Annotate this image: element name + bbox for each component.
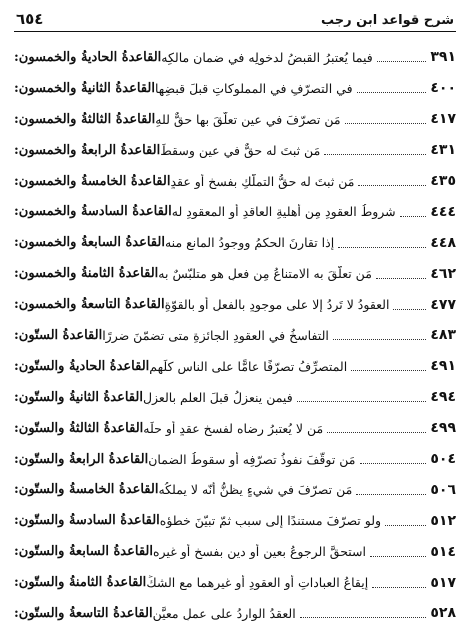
entry-title: القاعدةُ الستّون: [14,327,103,343]
toc-entry [14,289,456,320]
toc-entry [14,505,456,536]
toc-entry [14,351,456,382]
entry-title: القاعدةُ الخامسةُ والخمسون: [14,173,171,189]
entry-text: مَن لا يُعتبرُ رضاه لفسخِ عقدٍ أو حلِّه [143,420,324,436]
entry-title: القاعدةُ الثالثةُ والستّون: [14,420,144,436]
dot-leader [356,493,426,495]
entry-text: مَن ثبتَ له حقٌّ في عينٍ وسقطَ [160,142,321,158]
dot-leader [357,91,427,93]
dot-leader [297,400,427,402]
running-title: شرح قواعد ابن رجب [321,13,454,28]
dot-leader [345,122,427,124]
entry-text: إذا تقارنَ الحكمُ ووجودُ المانعِ منه [164,235,335,251]
entry-text: فيما يُعتبرُ القبضُ لدخولِه في ضمانِ مالكِه [161,49,373,65]
entry-page-number: ٤٩١ [430,358,456,375]
entry-page-number: ٤٧٧ [430,296,456,313]
entry-page-number: ٥٢٨ [430,605,456,622]
entry-title: القاعدةُ السابعةُ والخمسون: [14,235,165,251]
entry-page-number: ٤٠٠ [430,80,456,97]
entry-page-number: ٥٠٦ [430,481,456,498]
entry-text: شروطُ العقودِ مِن أهليةِ العاقدِ أو المعقودِ له [171,204,396,220]
dot-leader [333,338,426,340]
dot-leader [377,60,427,62]
entry-title: القاعدةُ الرابعةُ والستّون: [14,451,149,467]
dot-leader [351,369,426,371]
entry-page-number: ٤٨٣ [430,327,456,344]
entry-page-number: ٤٣٥ [430,173,456,189]
entry-title: القاعدةُ الخامسةُ والستّون: [14,482,159,498]
toc-entry [14,135,456,166]
entry-title: القاعدةُ التاسعةُ والستّون: [14,605,153,621]
header-rule [14,31,456,32]
dot-leader [300,616,427,618]
entry-text: مَن تعلّقَ به الامتناعُ مِن فعلٍ هو متلبّسٌ به [158,266,372,282]
entry-title: القاعدةُ الثالثةُ والخمسون: [14,111,156,127]
toc-entry [14,382,456,413]
entry-page-number: ٥١٤ [430,543,456,560]
toc-entry [14,567,456,598]
dot-leader [360,462,427,464]
page-header [16,4,454,28]
dot-leader [338,246,426,248]
entry-text: مَن ثبتَ له حقُّ التملّكِ بفسخٍ أو عقدٍ [170,173,355,189]
entry-text: العقدُ الواردُ على عملٍ معيَّنٍ [152,605,296,621]
entry-page-number: ٤٩٩ [430,420,456,437]
table-of-contents [14,42,456,629]
entry-title: القاعدةُ السادسةُ والخمسون: [14,204,172,220]
toc-entry [14,104,456,135]
entry-text: فيمن ينعزلُ قبلَ العلمِ بالعزلِ [142,389,293,405]
dot-leader [385,524,426,526]
entry-title: القاعدةُ التاسعةُ والخمسون: [14,297,165,313]
entry-text: المتصرِّفُ تصرّفًا عامًّا على الناسِ كلِّهم [149,358,348,374]
entry-title: القاعدةُ الثانيةُ والستّون: [14,389,143,405]
entry-title: القاعدةُ الرابعةُ والخمسون: [14,142,161,158]
entry-page-number: ٤٤٤ [430,203,456,220]
toc-entry [14,320,456,351]
dot-leader [393,308,426,310]
entry-text: مَن توقّفَ نفوذُ تصرّفِه أو سقوطُ الضمانِ [148,451,356,467]
entry-title: القاعدةُ الحاديةُ والستّون: [14,358,150,374]
entry-text: التفاسخُ في العقودِ الجائزةِ متى تضمّنَ ضررًا [102,327,329,343]
entry-page-number: ٥١٢ [430,512,456,529]
entry-title: القاعدةُ الثامنةُ والخمسون: [14,266,159,282]
toc-entry [14,196,456,227]
toc-entry [14,413,456,444]
toc-entry [14,536,456,567]
entry-page-number: ٤٦٢ [430,265,456,282]
dot-leader [400,215,427,217]
entry-text: مَن تصرّفَ في شيءٍ يظنُّ أنّه لا يملكُه [158,482,353,498]
toc-entry [14,166,456,197]
entry-title: القاعدةُ الثانيةُ والخمسون: [14,80,155,96]
entry-text: إيقاعُ العباداتِ أو العقودِ أو غيرِهما مع الشكِّ [146,575,369,591]
dot-leader [324,153,426,155]
entry-title: القاعدةُ السابعةُ والستّون: [14,544,153,560]
entry-text: ولو تصرّفَ مستندًا إلى سببٍ ثمّ تبيّنَ خطؤه [159,513,382,529]
entry-title: القاعدةُ الحاديةُ والخمسون: [14,49,162,65]
toc-entry [14,474,456,505]
toc-entry [14,258,456,289]
dot-leader [372,586,426,588]
entry-title: القاعدةُ الثامنةُ والستّون: [14,575,147,591]
entry-page-number: ٥٠٤ [430,451,456,468]
dot-leader [376,277,426,279]
toc-entry [14,227,456,258]
entry-page-number: ٤١٧ [430,111,456,128]
toc-entry [14,42,456,73]
entry-page-number: ٤٩٤ [430,389,456,406]
toc-entry [14,73,456,104]
page-number: ٦٥٤ [16,10,44,28]
entry-page-number: ٣٩١ [430,49,456,66]
toc-entry [14,598,456,629]
entry-text: مَن تصرّفَ في عينٍ تعلّقَ بها حقٌّ للهِ [155,111,341,127]
entry-text: استحقَّ الرجوعُ بعينٍ أو دينٍ بفسخٍ أو غيرِه [152,544,366,560]
toc-entry [14,444,456,475]
entry-page-number: ٤٣١ [430,142,456,159]
entry-page-number: ٤٤٨ [430,234,456,251]
dot-leader [370,555,426,557]
entry-page-number: ٥١٧ [430,574,456,591]
dot-leader [358,184,426,186]
dot-leader [327,431,426,433]
entry-text: العقودُ لا تَرِدُ إلا على موجودٍ بالفعلِ أو بالقوّةِ [164,297,390,313]
entry-text: في التصرّفِ في المملوكاتِ قبلَ قبضِها [154,80,353,96]
entry-title: القاعدةُ السادسةُ والستّون: [14,513,160,529]
